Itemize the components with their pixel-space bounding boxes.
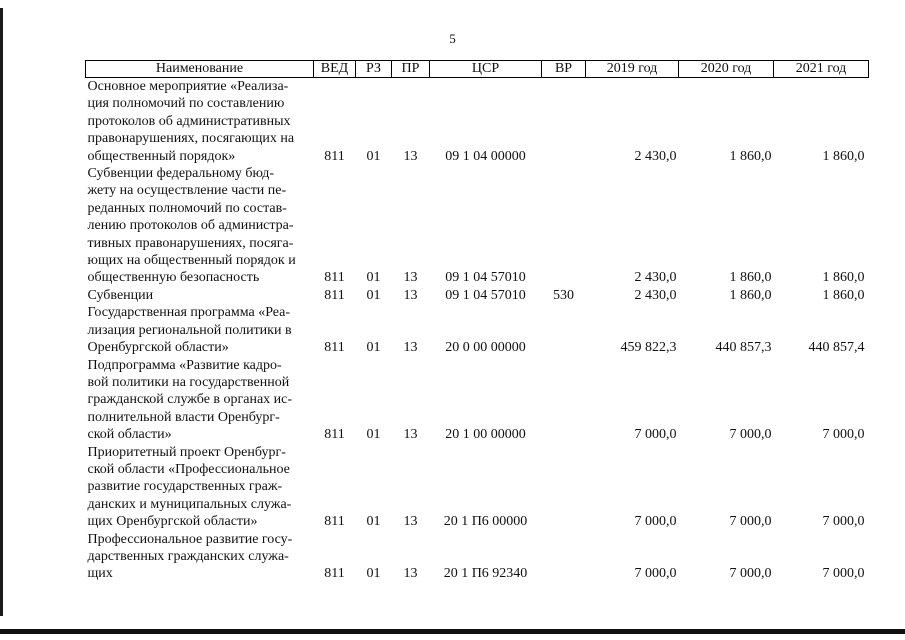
cell-ved: 811 xyxy=(324,566,345,582)
cell-2019: 7 000,0 xyxy=(634,514,677,530)
header-2021: 2021 год xyxy=(774,61,869,78)
cell-2019: 7 000,0 xyxy=(634,427,677,443)
cell-pr: 13 xyxy=(403,340,418,356)
cell-name xyxy=(86,531,314,583)
cell-rz: 01 xyxy=(366,148,381,164)
header-ved: ВЕД xyxy=(314,61,356,78)
cell-name-line: лизация региональной политики в xyxy=(87,322,292,338)
cell-name-line: Приоритетный проект Оренбург- xyxy=(87,444,286,460)
table-row xyxy=(86,531,869,583)
cell-csr: 20 1 П6 00000 xyxy=(443,514,528,530)
cell-name-line: ция полномочий по составлению xyxy=(87,96,285,112)
cell-name-line: лению протоколов об администра- xyxy=(87,218,294,234)
cell-ved: 811 xyxy=(324,427,345,443)
cell-2020: 440 857,3 xyxy=(715,340,772,356)
cell-pr: 13 xyxy=(403,287,418,303)
cell-name-line: гражданской службе в органах ис- xyxy=(87,392,293,408)
cell-name-line: Оренбургской области» xyxy=(87,340,229,356)
cell-vr xyxy=(542,304,586,356)
cell-name-line: ской области» xyxy=(87,427,172,443)
table-row xyxy=(86,444,869,531)
cell-name-line: Подпрограмма «Развитие кадро- xyxy=(87,357,282,373)
cell-pr: 13 xyxy=(403,514,418,530)
cell-rz: 01 xyxy=(366,566,381,582)
header-2020: 2020 год xyxy=(679,61,774,78)
cell-name xyxy=(86,357,314,444)
cell-pr: 13 xyxy=(403,427,418,443)
cell-name-line: правонарушениях, посягающих на xyxy=(87,131,295,147)
cell-csr: 09 1 04 00000 xyxy=(445,148,526,164)
header-rz: РЗ xyxy=(356,61,392,78)
cell-name xyxy=(86,444,314,531)
cell-name-line: реданных полномочий по состав- xyxy=(87,200,287,216)
cell-name-line: развитие государственных граж- xyxy=(87,479,283,495)
header-csr: ЦСР xyxy=(430,61,542,78)
cell-name xyxy=(86,78,314,166)
cell-name-line: щих Оренбургской области» xyxy=(87,514,258,530)
table-row xyxy=(86,304,869,356)
cell-2019: 459 822,3 xyxy=(620,340,677,356)
cell-2021: 440 857,4 xyxy=(808,340,865,356)
cell-name-line: Основное мероприятие «Реализа- xyxy=(87,79,289,94)
cell-ved: 811 xyxy=(324,514,345,530)
cell-ved: 811 xyxy=(324,270,345,286)
cell-ved: 811 xyxy=(324,340,345,356)
cell-ved: 811 xyxy=(324,148,345,164)
cell-2021: 1 860,0 xyxy=(822,270,865,286)
cell-name-line: тивных правонарушениях, посяга- xyxy=(87,235,294,251)
budget-table xyxy=(85,60,869,583)
cell-csr: 20 1 П6 92340 xyxy=(443,566,528,582)
cell-name-line: данских и муниципальных служа- xyxy=(87,496,292,512)
cell-csr: 20 0 00 00000 xyxy=(445,340,526,356)
cell-name-line: протоколов об административных xyxy=(87,113,291,129)
cell-2021: 7 000,0 xyxy=(822,514,865,530)
cell-2021: 1 860,0 xyxy=(822,287,865,303)
cell-2020: 7 000,0 xyxy=(729,566,772,582)
cell-name-line: Профессиональное развитие госу- xyxy=(87,531,293,547)
cell-name-line: дарственных гражданских служа- xyxy=(87,548,289,564)
cell-2020: 7 000,0 xyxy=(729,427,772,443)
cell-vr: 530 xyxy=(553,287,574,303)
cell-2019: 2 430,0 xyxy=(634,287,677,303)
cell-2020: 1 860,0 xyxy=(729,287,772,303)
cell-name-line: Субвенции федеральному бюд- xyxy=(87,166,275,182)
cell-name-line: вой политики на государственной xyxy=(87,374,290,390)
cell-rz: 01 xyxy=(366,514,381,530)
cell-name xyxy=(86,287,314,304)
table-row xyxy=(86,287,869,304)
cell-name-line: полнительной власти Оренбург- xyxy=(87,409,280,425)
cell-ved: 811 xyxy=(324,287,345,303)
cell-2019: 7 000,0 xyxy=(634,566,677,582)
header-pr: ПР xyxy=(392,61,430,78)
cell-csr: 09 1 04 57010 xyxy=(445,287,526,303)
table-row xyxy=(86,78,869,166)
cell-rz: 01 xyxy=(366,270,381,286)
cell-2021: 1 860,0 xyxy=(822,148,865,164)
cell-name-line: Субвенции xyxy=(87,287,154,303)
cell-csr: 09 1 04 57010 xyxy=(445,270,526,286)
header-vr: ВР xyxy=(542,61,586,78)
cell-name-line: жету на осуществление части пе- xyxy=(87,183,287,199)
cell-vr xyxy=(542,531,586,583)
table-header-row xyxy=(86,61,869,78)
cell-name-line: Государственная программа «Реа- xyxy=(87,305,291,321)
cell-vr xyxy=(542,444,586,531)
cell-vr xyxy=(542,357,586,444)
cell-vr xyxy=(542,165,586,287)
cell-name-line: ющих на общественный порядок и xyxy=(87,253,296,269)
table-body xyxy=(86,78,869,583)
cell-2019: 2 430,0 xyxy=(634,148,677,164)
cell-rz: 01 xyxy=(366,427,381,443)
cell-rz: 01 xyxy=(366,340,381,356)
cell-pr: 13 xyxy=(403,148,418,164)
cell-2019: 2 430,0 xyxy=(634,270,677,286)
page-number: 5 xyxy=(449,31,456,46)
cell-2020: 7 000,0 xyxy=(729,514,772,530)
table-row xyxy=(86,165,869,287)
header-2019: 2019 год xyxy=(586,61,679,78)
cell-rz: 01 xyxy=(366,287,381,303)
page-left-edge xyxy=(0,8,3,616)
cell-pr: 13 xyxy=(403,566,418,582)
cell-vr xyxy=(542,78,586,166)
cell-2021: 7 000,0 xyxy=(822,566,865,582)
header-name: Наименование xyxy=(86,61,314,78)
cell-2021: 7 000,0 xyxy=(822,427,865,443)
cell-name-line: щих xyxy=(87,566,113,582)
cell-name-line: общественный порядок» xyxy=(87,148,236,164)
cell-pr: 13 xyxy=(403,270,418,286)
cell-2020: 1 860,0 xyxy=(729,270,772,286)
cell-2020: 1 860,0 xyxy=(729,148,772,164)
page-bottom-edge xyxy=(0,629,905,634)
cell-name xyxy=(86,304,314,356)
table-row xyxy=(86,357,869,444)
cell-name-line: общественную безопасность xyxy=(87,270,260,286)
cell-name xyxy=(86,165,314,287)
cell-name-line: ской области «Профессиональное xyxy=(87,461,290,477)
cell-csr: 20 1 00 00000 xyxy=(445,427,526,443)
